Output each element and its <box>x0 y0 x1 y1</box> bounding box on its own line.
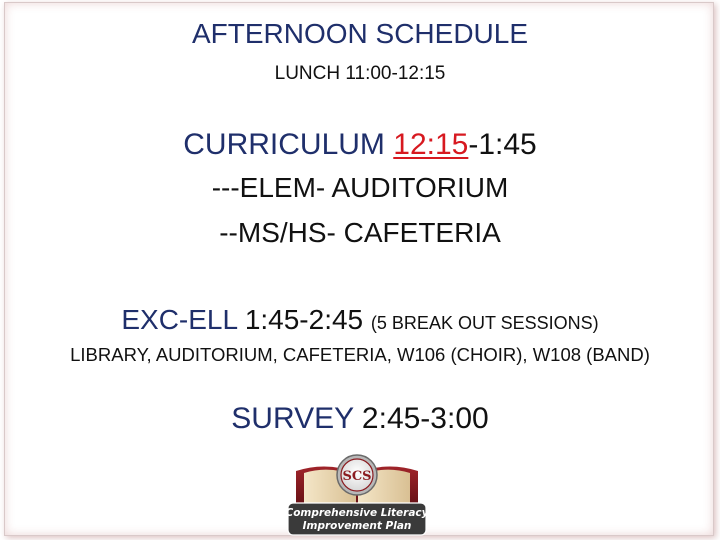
curriculum-label: CURRICULUM <box>183 128 385 161</box>
literacy-plan-logo <box>282 449 432 537</box>
mshs-location: --MS/HS- CAFETERIA <box>219 217 501 248</box>
survey-line <box>0 402 720 436</box>
logo-line-2: Improvement Plan <box>302 520 412 532</box>
survey-time: 2:45-3:00 <box>361 402 489 435</box>
logo-line-1: Comprehensive Literacy <box>285 507 429 519</box>
open-book-emblem-icon <box>282 449 432 537</box>
exc-ell-line <box>0 304 720 336</box>
survey-label: SURVEY <box>231 402 354 435</box>
slide-title: AFTERNOON SCHEDULE <box>191 18 529 49</box>
emblem-seal-text: SCS <box>342 469 372 484</box>
breakout-rooms: LIBRARY, AUDITORIUM, CAFETERIA, W106 (CHOIR), W108 (BAND) <box>70 344 650 365</box>
elem-location: ---ELEM- AUDITORIUM <box>211 172 509 203</box>
exc-ell-label: EXC-ELL <box>121 304 238 335</box>
exc-ell-note: (5 BREAK OUT SESSIONS) <box>370 313 599 333</box>
curriculum-end-time: -1:45 <box>468 128 537 161</box>
curriculum-start-time: 12:15 <box>393 128 469 161</box>
lunch-time: LUNCH 11:00-12:15 <box>274 63 446 84</box>
exc-ell-time: 1:45-2:45 <box>244 304 364 335</box>
curriculum-line <box>0 128 720 162</box>
